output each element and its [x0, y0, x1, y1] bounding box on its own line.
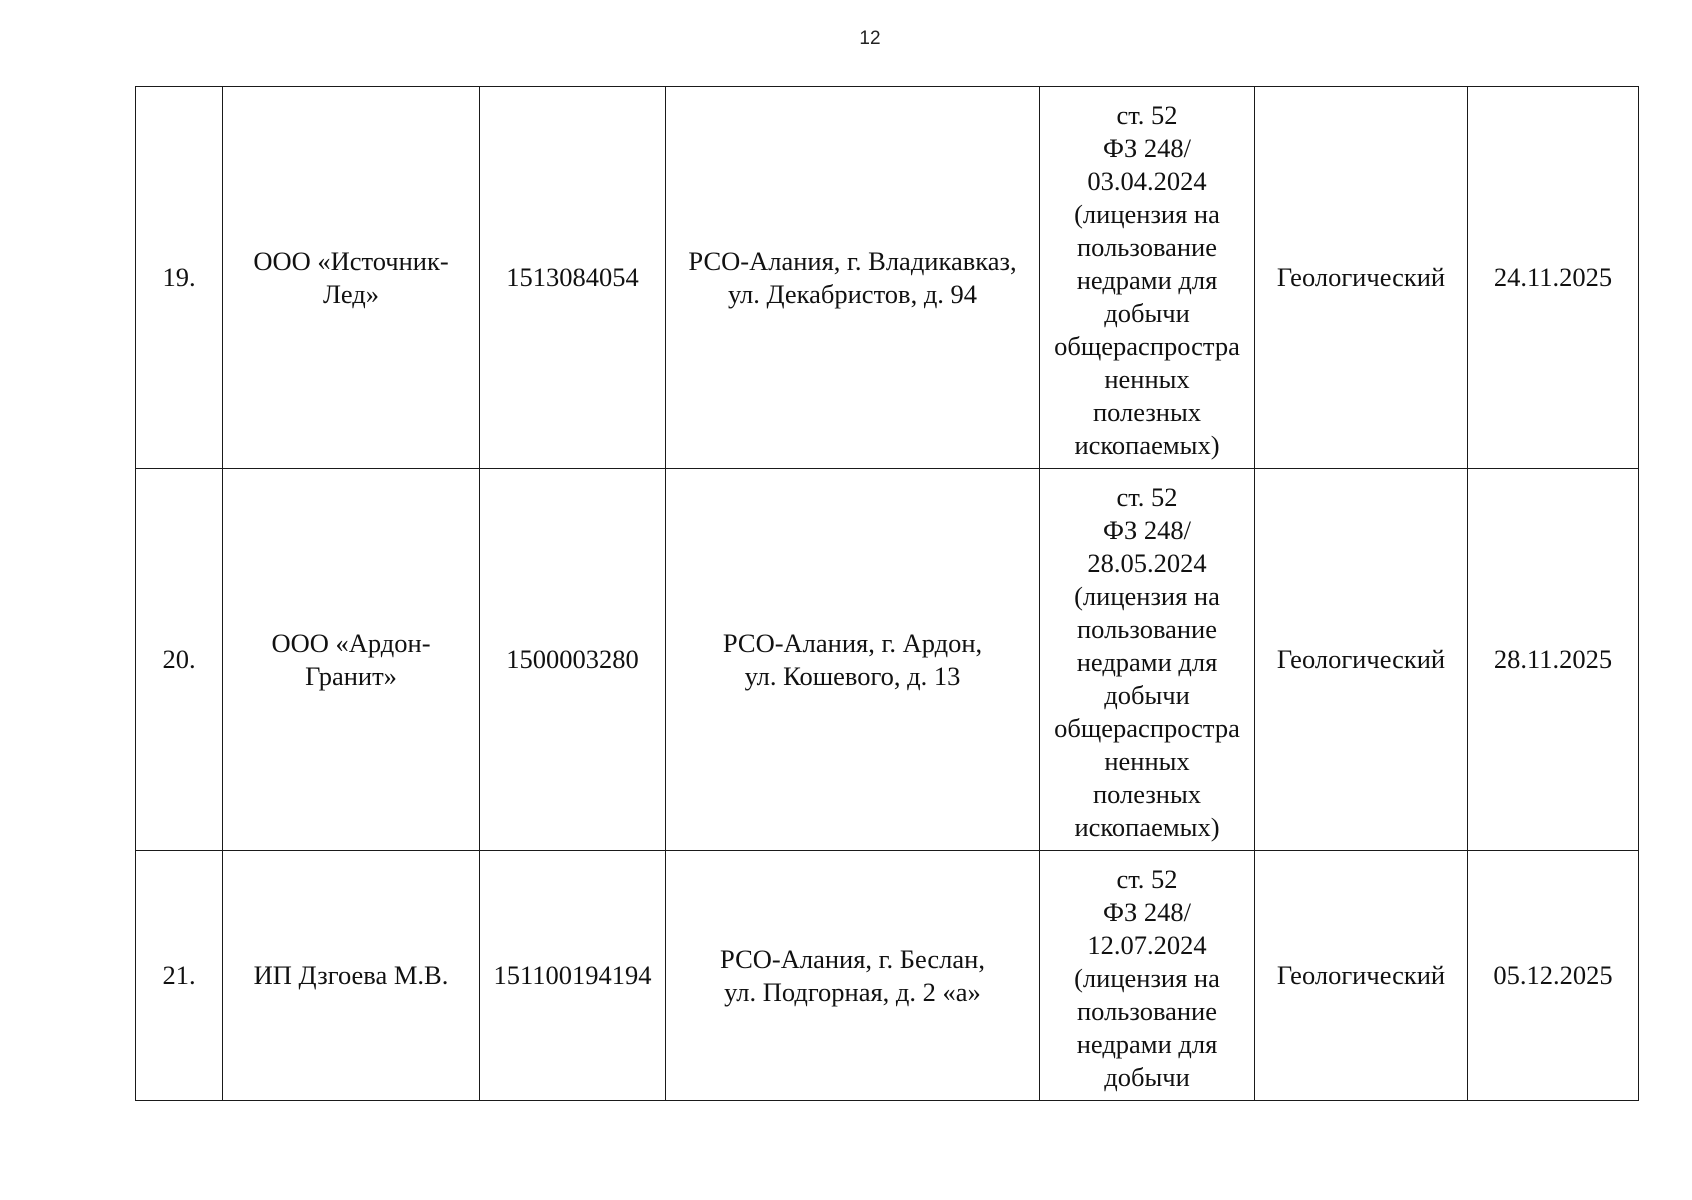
legal-basis-line: ископаемых)	[1074, 430, 1220, 460]
legal-basis-line: добычи	[1104, 680, 1190, 710]
legal-basis-cell	[1040, 469, 1255, 851]
inspection-date: 05.12.2025	[1493, 960, 1613, 990]
organization-name-line: ООО «Источник-	[253, 245, 449, 276]
legal-basis-line: ненных	[1104, 364, 1190, 394]
legal-basis-line: (лицензия на	[1074, 963, 1220, 993]
legal-basis-line: недрами для	[1076, 1029, 1218, 1059]
inspection-date: 28.11.2025	[1493, 644, 1613, 674]
row-number-cell	[136, 87, 223, 469]
inn-value: 151100194194	[493, 960, 652, 990]
date-cell	[1468, 851, 1639, 1101]
legal-basis-line: ФЗ 248/	[1103, 897, 1191, 927]
control-type: Геологический	[1276, 644, 1446, 674]
legal-basis-line: полезных	[1092, 779, 1202, 809]
legal-basis-line: пользование	[1076, 996, 1217, 1026]
legal-basis-line: полезных	[1092, 397, 1202, 427]
legal-basis-line: добычи	[1104, 1062, 1190, 1092]
table-row	[136, 469, 1639, 851]
row-number: 21.	[162, 960, 196, 990]
control-type-cell	[1255, 851, 1468, 1101]
legal-basis-line: недрами для	[1076, 265, 1218, 295]
row-number: 20.	[162, 644, 196, 674]
legal-basis-line: пользование	[1076, 232, 1217, 262]
legal-basis-line: общераспростра	[1054, 713, 1240, 743]
legal-basis-line: пользование	[1076, 614, 1217, 644]
inn-value: 1500003280	[506, 644, 639, 674]
address-cell	[666, 851, 1040, 1101]
legal-basis-line: ст. 52	[1116, 482, 1178, 512]
control-type: Геологический	[1276, 960, 1446, 990]
organization-name-line: Лед»	[323, 278, 379, 309]
organization-name-cell	[223, 87, 480, 469]
legal-basis-line: (лицензия на	[1074, 199, 1220, 229]
control-type-cell	[1255, 469, 1468, 851]
address-line: ул. Кошевого, д. 13	[744, 660, 961, 691]
organization-name-cell	[223, 469, 480, 851]
legal-basis-line: недрами для	[1076, 647, 1218, 677]
address-line: ул. Подгорная, д. 2 «а»	[724, 976, 981, 1007]
inn-cell	[480, 87, 666, 469]
table-row	[136, 87, 1639, 469]
organization-name-line: ООО «Ардон-	[271, 627, 431, 658]
inn-cell	[480, 469, 666, 851]
legal-basis-line: ненных	[1104, 746, 1190, 776]
control-type: Геологический	[1276, 262, 1446, 292]
page-number: 12	[859, 28, 881, 49]
legal-basis-line: общераспростра	[1054, 331, 1240, 361]
legal-basis-line: (лицензия на	[1074, 581, 1220, 611]
address-line: РСО-Алания, г. Владикавказ,	[688, 245, 1017, 276]
organization-name-line: Гранит»	[305, 660, 397, 691]
date-cell	[1468, 469, 1639, 851]
legal-basis-line: 28.05.2024	[1087, 548, 1207, 578]
inn-value: 1513084054	[506, 262, 639, 292]
row-number-cell	[136, 851, 223, 1101]
control-type-cell	[1255, 87, 1468, 469]
legal-basis-line: ФЗ 248/	[1103, 133, 1191, 163]
address-line: ул. Декабристов, д. 94	[727, 278, 978, 309]
address-cell	[666, 469, 1040, 851]
table-row	[136, 851, 1639, 1101]
legal-basis-line: ст. 52	[1116, 100, 1178, 130]
legal-basis-line: ископаемых)	[1074, 812, 1220, 842]
organization-name-line: ИП Дзгоева М.В.	[253, 960, 449, 990]
legal-basis-line: 03.04.2024	[1087, 166, 1207, 196]
legal-basis-line: добычи	[1104, 298, 1190, 328]
date-cell	[1468, 87, 1639, 469]
address-line: РСО-Алания, г. Беслан,	[720, 943, 985, 974]
inspection-date: 24.11.2025	[1493, 262, 1613, 292]
address-line: РСО-Алания, г. Ардон,	[722, 627, 983, 658]
registry-table	[135, 86, 1639, 1101]
inn-cell	[480, 851, 666, 1101]
row-number-cell	[136, 469, 223, 851]
organization-name-cell	[223, 851, 480, 1101]
legal-basis-line: ФЗ 248/	[1103, 515, 1191, 545]
legal-basis-line: 12.07.2024	[1087, 930, 1207, 960]
legal-basis-cell	[1040, 851, 1255, 1101]
address-cell	[666, 87, 1040, 469]
legal-basis-line: ст. 52	[1116, 864, 1178, 894]
row-number: 19.	[162, 262, 196, 292]
legal-basis-cell	[1040, 87, 1255, 469]
